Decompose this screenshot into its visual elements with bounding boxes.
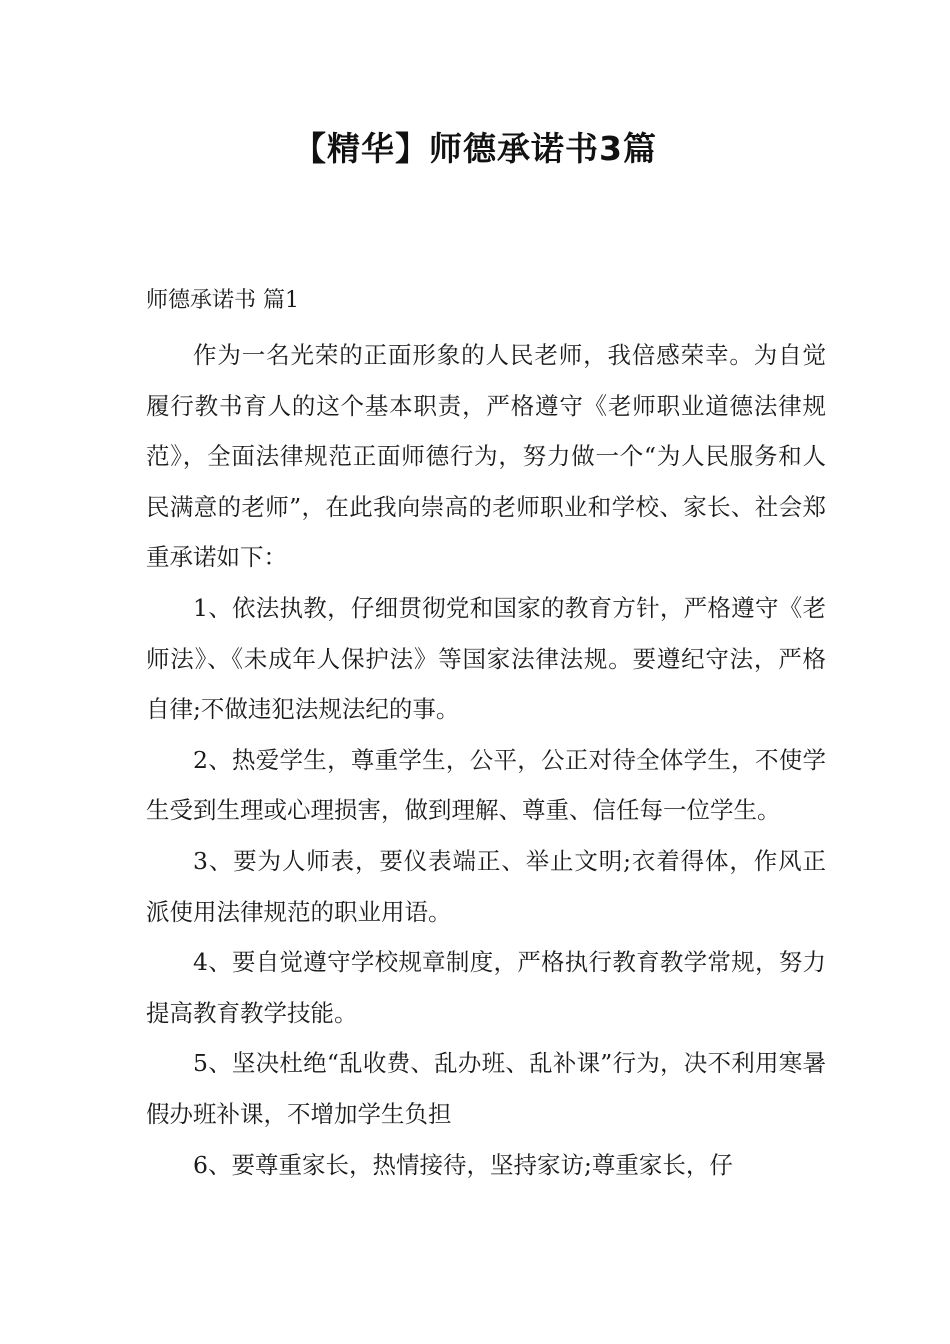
- paragraph-item-2: 2、热爱学生，尊重学生，公平，公正对待全体学生，不使学生受到生理或心理损害，做到理解、尊重、信任每一位学生。: [146, 745, 826, 825]
- paragraph-item-6: 6、要尊重家长，热情接待，坚持家访;尊重家长，仔: [193, 1150, 733, 1179]
- paragraph-item-5: 5、坚决杜绝“乱收费、乱办班、乱补课”行为，决不利用寒暑假办班补课，不增加学生负担: [146, 1049, 826, 1128]
- document-title: 【精华】师德承诺书3篇: [293, 129, 657, 168]
- paragraph-item-4: 4、要自觉遵守学校规章制度，严格执行教育教学常规，努力提高教育教学技能。: [146, 948, 826, 1027]
- paragraph-item-1: 1、依法执教，仔细贯彻党和国家的教育方针，严格遵守《老师法》、《未成年人保护法》等国家法律法规。要遵纪守法，严格自律;不做违犯法规法纪的事。: [146, 593, 826, 724]
- section-heading: 师德承诺书 篇1: [146, 288, 299, 313]
- paragraph-intro: 作为一名光荣的正面形象的人民老师，我倍感荣幸。为自觉履行教书育人的这个基本职责，严格遵守《老师职业道德法律规范》，全面法律规范正面师德行为，努力做一个“为人民服务和人民满意的老师”，在此我向崇高的老师职业和学校、家长、社会郑重承诺如下：: [146, 341, 826, 572]
- paragraph-item-3: 3、要为人师表，要仪表端正、举止文明;衣着得体，作风正派使用法律规范的职业用语。: [146, 846, 826, 926]
- document-body: [146, 330, 826, 1190]
